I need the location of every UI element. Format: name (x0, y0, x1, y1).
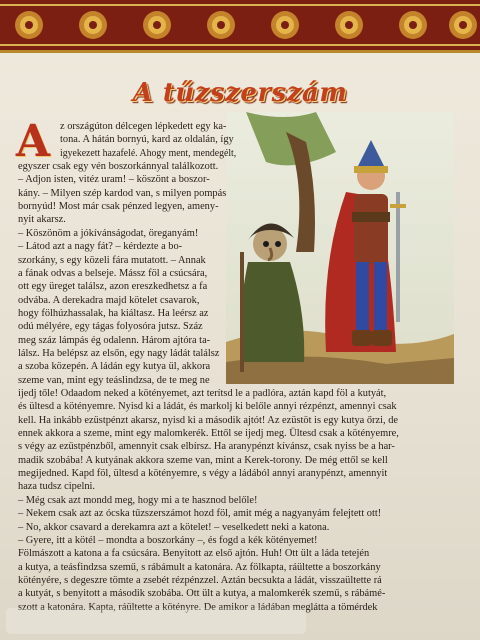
text-line: szorkány, s egy közeli fára mutatott. – Annak (18, 254, 206, 266)
text-line: a kutya, a teásfindzsa szemű, s rábámult a katonára. Az fölkapta, ráültette a boszorkány (18, 561, 381, 573)
text-line: – Köszönöm a jókívánságodat, öreganyám! (18, 227, 199, 239)
text-line: – Látod azt a nagy fát? – kérdezte a bo- (18, 241, 183, 253)
text-line: ijedj tőle! Odaadom neked a kötényemet, azt terítsd le a padlóra, aztán kapd föl a kutyát, (18, 388, 387, 399)
text-line: Fölmászott a katona a fa csúcsára. Benyitott az első ajtón. Huh! Ott ült a láda tetején (18, 548, 370, 560)
text-line: igyekezett hazafelé. Ahogy ment, mendegélt, (60, 147, 237, 159)
rosette-ornament-icon (76, 8, 110, 42)
text-line: madik szobába! A kutyának akkora szeme van, mint a Kerek-torony. De még ettől se kell (18, 454, 388, 466)
rosette-ornament-icon (396, 8, 430, 42)
text-line: lálsz. Ha belépsz az elsőn, egy nagy ládát találsz (18, 347, 220, 359)
text-line: – Adjon isten, vitéz uram! – köszönt a boszor- (18, 174, 210, 186)
rosette-ornament-icon (12, 8, 46, 42)
decorative-border (0, 0, 480, 53)
text-line: a fának odvas a belseje. Mássz föl a csúcsára, (18, 267, 208, 279)
story-title: A tűzszerszám (132, 78, 348, 108)
text-line: odú mélyére, egy tágas folyosóra jutsz. Száz (18, 321, 203, 333)
text-line: ott egy üreget találsz, azon ereszkedhetsz a fa (18, 281, 208, 293)
text-line: z országúton délcegen lépkedett egy ka- (60, 121, 227, 132)
text-line: s végy az ezüstpénzből, amennyit csak elbírsz. Ha aranypénzt kívánsz, csak nyiss be a har- (18, 441, 395, 453)
text-line: kány. – Milyen szép kardod van, s milyen pompás (18, 187, 227, 199)
text-line: – Gyere, itt a kötél – mondta a boszorkány –, és fogd a kék kötényemet! (18, 534, 318, 546)
rosette-ornament-icon (332, 8, 366, 42)
text-line: – Nekem csak azt az ócska tűzszerszámot hozd föl, amit még a nagyanyám felejtett ott! (18, 508, 382, 520)
text-line: tona. A hátán bornyú, kard az oldalán, így (60, 134, 234, 146)
text-line: bornyúd! Most már csak pénzed legyen, ameny- (18, 201, 219, 213)
rosette-ornament-icon (204, 8, 238, 42)
gold-line-bottom (0, 44, 480, 46)
text-line: haza tudsz cipelni. (18, 481, 96, 493)
text-line: kötényére, s degeszre tömte a zsebét rézpénzzel. Aztán becsukta a ládát, visszaültette rá (18, 574, 382, 586)
story-illustration (226, 112, 454, 384)
text-line: szeme van, mint egy teáslindzsa, de te meg ne (18, 374, 210, 386)
text-line: odvába. A derekadra majd kötelet csavarok, (18, 294, 200, 306)
gold-line-top (0, 4, 480, 6)
text-line: nyit akarsz. (18, 214, 66, 226)
rosette-ornament-icon (140, 8, 174, 42)
text-line: ennek akkora a szeme, mint egy malomkerék. Ettől se ijedj meg. Ültesd csak a kötényemre, (18, 428, 399, 440)
text-line: a kutyát, s benyitott a második szobába. Ott ült a kutya, a malomkerék szemű, s rábámé- (18, 588, 386, 600)
text-line: meg száz lámpás ég odalenn. Három ajtóra ta- (18, 334, 211, 346)
text-line: egyszer csak egy vén boszorkánnyal találkozott. (18, 161, 219, 173)
rosette-ornament-icon (268, 8, 302, 42)
text-line: a szoba közepén. A ládán egy kutya ül, akkora (18, 361, 211, 373)
text-line: – No, akkor csavard a derekamra azt a kötelet! – veselkedett neki a katona. (18, 521, 330, 533)
text-line: és ültesd a kötényemre. Nyisd ki a ládát, és markolj ki belőle annyi rézpénzt, amennyi csak (18, 401, 397, 413)
watermark (6, 602, 306, 638)
text-line: szott a katonára. Kapta, ráültette a kötényre. De amikor a ládában meglátta a tömérdek (18, 601, 378, 613)
rosette-ornament-icon (446, 8, 480, 42)
drop-cap: A (15, 116, 51, 167)
text-line: kell. Ha inkább ezüstpénzt akarsz, nyisd ki a második ajtót! Az ezüstöt is egy kutya őrzi, de (18, 414, 399, 426)
text-line: – Még csak azt mondd meg, hogy mi a te hasznod belőle! (18, 494, 258, 506)
text-line: megijedned. Kapd föl, ültesd a kötényemre, s végy a ládából annyi aranypénzt, amennyit (18, 468, 388, 480)
text-line: hogy fölhúzhassalak, ha kiáltasz. Ha leérsz az (18, 307, 209, 319)
